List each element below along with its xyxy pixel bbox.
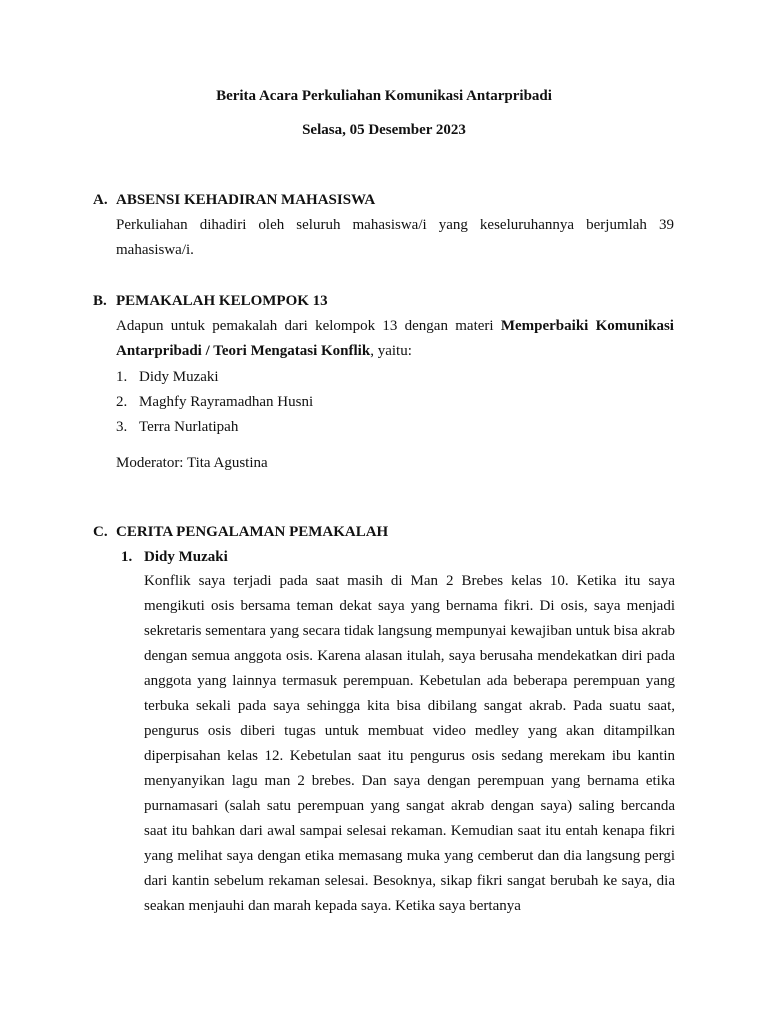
section-a-text: Perkuliahan dihadiri oleh seluruh mahasiswa/i yang keseluruhannya berjumlah 39 mahasiswa/i. — [116, 217, 674, 258]
section-b-intro — [116, 314, 674, 364]
document-title: Berita Acara Perkuliahan Komunikasi Antarpribadi — [216, 88, 552, 104]
section-a-heading — [93, 192, 375, 209]
document-date: Selasa, 05 Desember 2023 — [302, 122, 466, 138]
section-b-title: PEMAKALAH KELOMPOK 13 — [116, 293, 328, 309]
section-c-heading — [93, 524, 388, 541]
section-a-label: A. — [93, 192, 108, 208]
section-a-title: ABSENSI KEHADIRAN MAHASISWA — [116, 192, 376, 208]
presenter-number: 1. — [116, 369, 128, 385]
presenter-story-text: Konflik saya terjadi pada saat masih di Man 2 Brebes kelas 10. Ketika itu saya mengikuti osis bersama teman dekat saya yang bernama fikri. Di osis, saya menjadi sekretaris sementara yang secara tidak langsung mempunyai kewajiban untuk bisa akrab dengan semua anggota osis. Karena alasan itulah, saya berusaha mendekatkan diri pada anggota yang lainnya termasuk perempuan. Kebetulan ada beberapa perempuan yang terbuka sekali pada saya sehingga kita bisa dibilang sangat akrab. Pada suatu saat, pengurus osis diberi tugas untuk membuat video medley yang akan ditampilkan diperpisahan kelas 12. Kebetulan saat itu pengurus osis sedang merekam ibu kantin menyanyikan lagu man 2 brebes. Dan saya dengan perempuan yang bernama etika purnamasari (salah satu perempuan yang sangat akrab dengan saya) saling bercanda saat itu bahkan dari awal sampai selesai rekaman. Kemudian saat itu entah kenapa fikri yang melihat saya dengan etika memasang muka yang cemberut dan dia langsung pergi dari kantin sebelum rekaman selesai. Besoknya, sikap fikri sangat berubah ke saya, dia seakan menjauhi dan marah kepada saya. Ketika saya bertanya — [144, 573, 675, 914]
topic-title: Memperbaiki Komunikasi Antarpribadi / Teori Mengatasi Konflik — [116, 318, 674, 359]
presenter-item — [116, 419, 238, 436]
moderator-line: Moderator: Tita Agustina — [116, 455, 268, 471]
section-b-heading — [93, 293, 328, 310]
story-presenter-name: Didy Muzaki — [144, 549, 228, 565]
presenter-item — [116, 369, 219, 386]
section-b-label: B. — [93, 293, 107, 309]
section-c-label: C. — [93, 524, 108, 540]
presenter-item — [116, 394, 313, 411]
section-c-title: CERITA PENGALAMAN PEMAKALAH — [116, 524, 389, 540]
story-number: 1. — [121, 549, 133, 565]
presenter-story-heading — [121, 549, 228, 566]
presenter-number: 3. — [116, 419, 128, 435]
presenter-name: Terra Nurlatipah — [139, 419, 239, 435]
presenter-name: Didy Muzaki — [139, 369, 219, 385]
presenter-number: 2. — [116, 394, 128, 410]
presenter-name: Maghfy Rayramadhan Husni — [139, 394, 314, 410]
intro-suffix: , yaitu: — [370, 343, 412, 359]
intro-text: Adapun untuk pemakalah dari kelompok 13 dengan materi — [116, 318, 501, 334]
